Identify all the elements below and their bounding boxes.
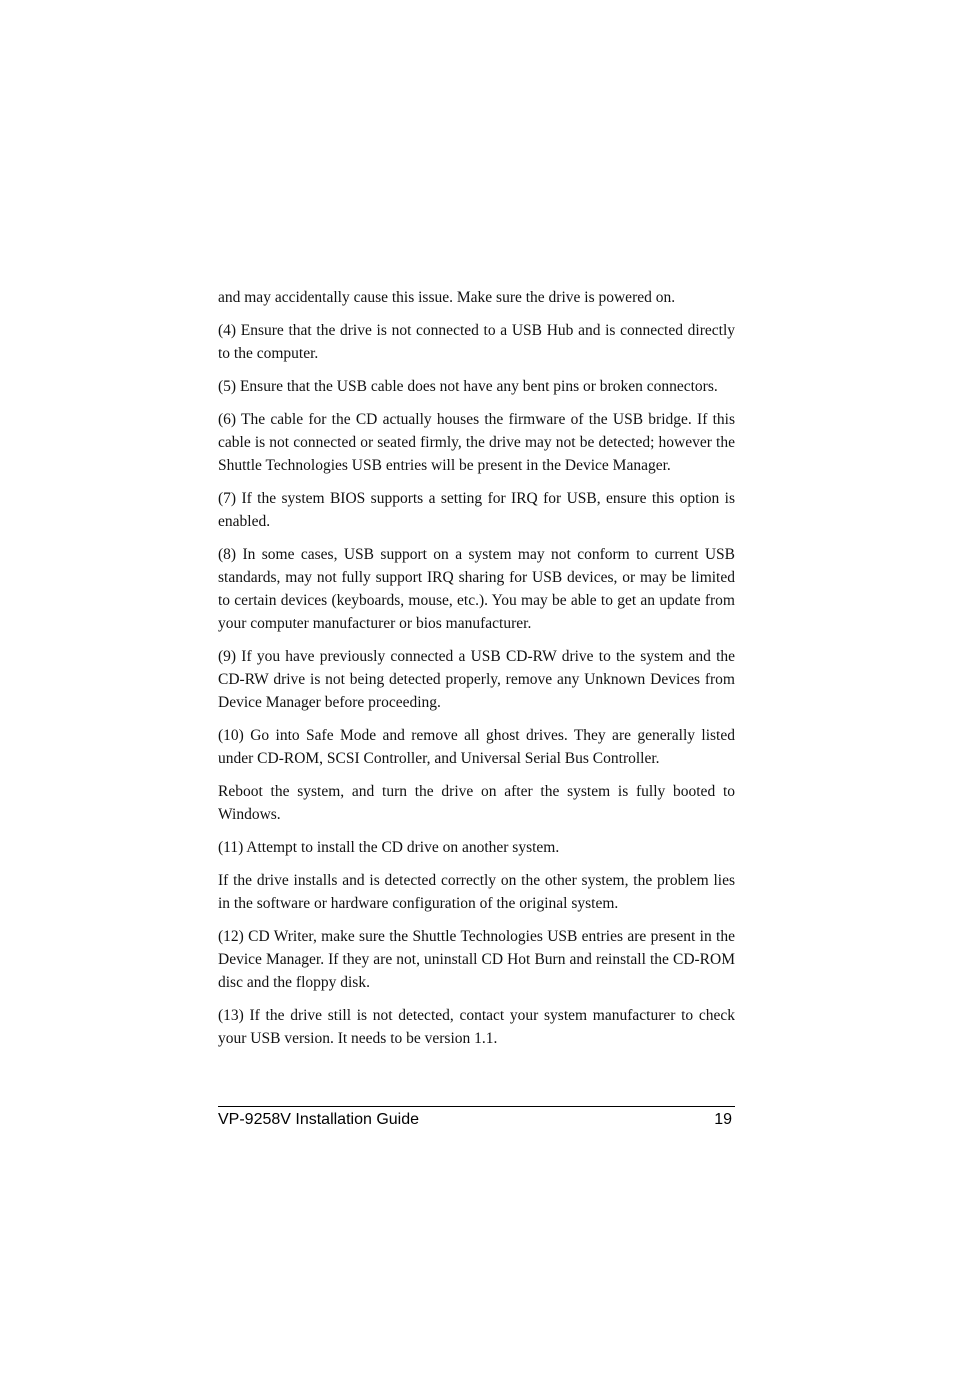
paragraph-step-7: (7) If the system BIOS supports a setting for IRQ for USB, ensure this option is enabled.: [218, 490, 735, 530]
paragraph-step-11: (11) Attempt to install the CD drive on another system.: [218, 839, 560, 856]
paragraph-step-6: (6) The cable for the CD actually houses the firmware of the USB bridge. If this cable is not connected or seated firmly, the drive may not be detected; however the Shuttle Technologies USB entries will be present in the Device Manager.: [218, 411, 735, 474]
footer-title: VP-9258V Installation Guide: [218, 1111, 420, 1128]
page-number: 19: [714, 1111, 732, 1128]
paragraph-powered-on: and may accidentally cause this issue. Make sure the drive is powered on.: [218, 289, 676, 306]
paragraph-reboot: Reboot the system, and turn the drive on after the system is fully booted to Windows.: [218, 783, 735, 823]
paragraph-step-12: (12) CD Writer, make sure the Shuttle Technologies USB entries are present in the Device Manager. If they are not, uninstall CD Hot Burn and reinstall the CD-ROM disc and the floppy disk.: [218, 928, 735, 991]
page-footer: [218, 1106, 735, 1129]
paragraph-step-5: (5) Ensure that the USB cable does not have any bent pins or broken connectors.: [218, 378, 718, 395]
paragraph-other-system: If the drive installs and is detected correctly on the other system, the problem lies in the software or hardware configuration of the original system.: [218, 872, 735, 912]
paragraph-step-13: (13) If the drive still is not detected, contact your system manufacturer to check your USB version. It needs to be version 1.1.: [218, 1007, 735, 1047]
paragraph-step-4: (4) Ensure that the drive is not connected to a USB Hub and is connected directly to the computer.: [218, 322, 735, 362]
page-body: [218, 286, 735, 1060]
paragraph-step-9: (9) If you have previously connected a USB CD-RW drive to the system and the CD-RW drive is not being detected properly, remove any Unknown Devices from Device Manager before proceeding.: [218, 648, 735, 711]
paragraph-step-10: (10) Go into Safe Mode and remove all ghost drives. They are generally listed under CD-ROM, SCSI Controller, and Universal Serial Bus Controller.: [218, 727, 735, 767]
paragraph-step-8: (8) In some cases, USB support on a system may not conform to current USB standards, may not fully support IRQ sharing for USB devices, or may be limited to certain devices (keyboards, mouse, etc.). You may be able to get an update from your computer manufacturer or bios manufacturer.: [218, 546, 735, 632]
